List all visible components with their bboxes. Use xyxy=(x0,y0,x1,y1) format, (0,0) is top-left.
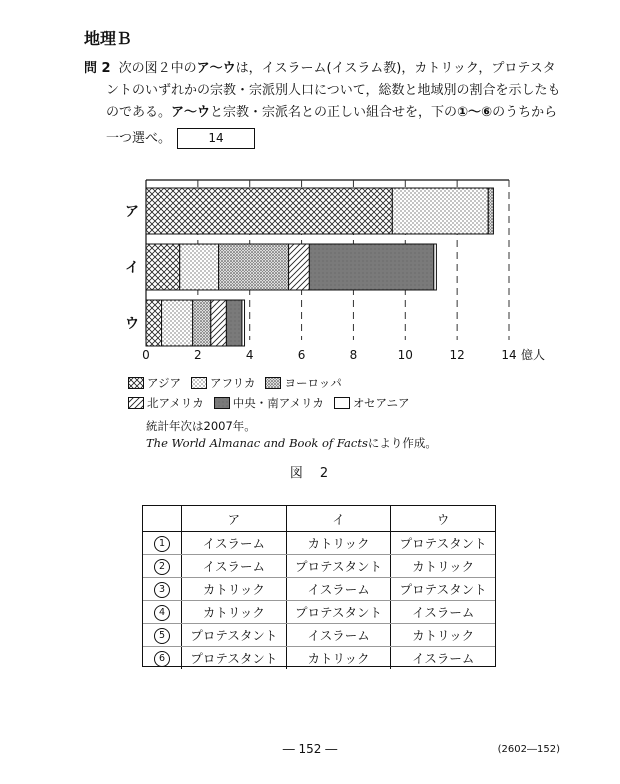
table-row xyxy=(143,578,495,601)
answer-table xyxy=(142,505,496,667)
category-label-1: イ xyxy=(125,260,139,276)
table-row xyxy=(143,555,495,578)
question-line-1: 問 2 次の図２中のア～ウは，イスラーム(イスラム教)，カトリック，プロテスタ xyxy=(84,61,556,76)
table-cell: プロテスタント xyxy=(391,532,495,555)
table-cell: イスラーム xyxy=(182,532,287,555)
x-tick-label-14: 14 xyxy=(501,348,517,362)
table-cell: イスラーム xyxy=(182,555,287,578)
table-cell: イスラーム xyxy=(286,578,391,601)
note-source: The World Almanac and Book of Factsにより作成。 xyxy=(146,436,437,450)
table-cell: イスラーム xyxy=(391,601,495,624)
bar-2-series-2 xyxy=(193,300,211,346)
bar-0-series-1 xyxy=(392,188,488,234)
legend-swatch-asia xyxy=(128,377,144,389)
table-cell: イスラーム xyxy=(391,647,495,670)
page-code: (2602―152) xyxy=(497,744,560,755)
legend-swatch-africa xyxy=(191,377,207,389)
table-cell-choice xyxy=(143,555,182,578)
x-axis-unit: 億人 xyxy=(521,348,546,362)
chart-x-tick-labels xyxy=(142,347,545,362)
legend-item-africa: アフリカ xyxy=(191,375,255,391)
x-tick-label-6: 6 xyxy=(297,348,306,362)
table-cell: プロテスタント xyxy=(391,578,495,601)
table-cell-choice xyxy=(143,578,182,601)
choice-number: 4 xyxy=(154,605,170,621)
bar-2-series-0 xyxy=(146,300,162,346)
bar-0-series-0 xyxy=(146,188,392,234)
table-cell: カトリック xyxy=(391,624,495,647)
choice-number: 2 xyxy=(154,559,170,575)
table-cell-choice xyxy=(143,647,182,670)
page-number: ― 152 ― xyxy=(282,742,338,756)
table-row xyxy=(143,532,495,555)
table-row xyxy=(143,601,495,624)
choice-number: 1 xyxy=(154,536,170,552)
x-tick-label-10: 10 xyxy=(397,348,413,362)
question-line-4: 一つ選べ。 14 xyxy=(106,128,255,149)
question-line-2: ントのいずれかの宗教・宗派別人口について，総数と地域別の割合を示したも xyxy=(106,83,561,98)
bar-1-series-1 xyxy=(180,244,219,290)
bar-2-series-3 xyxy=(211,300,227,346)
choice-number: 3 xyxy=(154,582,170,598)
note-year: 統計年次は2007年。 xyxy=(146,419,256,433)
table-cell: カトリック xyxy=(182,601,287,624)
bar-2-series-5 xyxy=(242,300,245,346)
table-header-a: ア xyxy=(182,506,287,532)
table-cell: カトリック xyxy=(286,647,391,670)
bar-1-series-5 xyxy=(434,244,437,290)
table-header-blank xyxy=(143,506,182,532)
x-tick-label-2: 2 xyxy=(194,348,202,362)
answer-table-grid xyxy=(143,506,495,669)
chart-category-labels xyxy=(125,204,139,332)
legend-swatch-north-america xyxy=(128,397,144,409)
legend-swatch-europe xyxy=(265,377,281,389)
question-number: 問 2 xyxy=(84,61,111,76)
category-label-2: ウ xyxy=(125,316,139,332)
bar-chart xyxy=(110,176,570,372)
category-label-0: ア xyxy=(125,204,139,220)
table-row xyxy=(143,624,495,647)
table-cell: カトリック xyxy=(182,578,287,601)
table-cell: プロテスタント xyxy=(286,601,391,624)
legend-item-latin-america: 中央・南アメリカ xyxy=(214,395,324,411)
bar-1-series-2 xyxy=(219,244,289,290)
figure-caption: 図 2 xyxy=(289,466,331,481)
table-row xyxy=(143,647,495,670)
legend-item-asia: アジア xyxy=(128,375,181,391)
table-cell-choice xyxy=(143,624,182,647)
legend-item-oceania: オセアニア xyxy=(334,395,410,411)
x-tick-label-0: 0 xyxy=(142,348,150,362)
table-cell: プロテスタント xyxy=(182,647,287,670)
x-tick-label-12: 12 xyxy=(449,348,465,362)
bar-1-series-4 xyxy=(309,244,433,290)
choice-number: 6 xyxy=(154,651,170,667)
table-cell: プロテスタント xyxy=(286,555,391,578)
table-cell: カトリック xyxy=(286,532,391,555)
table-header-row xyxy=(143,506,495,532)
table-cell-choice xyxy=(143,532,182,555)
question-line-3: のである。ア～ウと宗教・宗派名との正しい組合せを，下の①～⑥のうちから xyxy=(106,105,558,120)
x-tick-label-4: 4 xyxy=(245,348,254,362)
table-cell-choice xyxy=(143,601,182,624)
table-header-i: イ xyxy=(286,506,391,532)
legend-item-north-america: 北アメリカ xyxy=(128,395,204,411)
legend-item-europe: ヨーロッパ xyxy=(265,375,341,391)
bar-1-series-0 xyxy=(146,244,180,290)
chart-bars xyxy=(146,188,493,346)
x-tick-label-8: 8 xyxy=(349,348,358,362)
bar-0-series-2 xyxy=(488,188,493,234)
choice-number: 5 xyxy=(154,628,170,644)
bar-2-series-1 xyxy=(162,300,193,346)
legend-row-2 xyxy=(128,395,410,411)
legend-row-1 xyxy=(128,375,342,391)
answer-box: 14 xyxy=(177,128,255,149)
bar-2-series-4 xyxy=(226,300,242,346)
legend-swatch-latin-america xyxy=(214,397,230,409)
subject-title: 地理Ｂ xyxy=(84,29,133,48)
legend-swatch-oceania xyxy=(334,397,350,409)
table-cell: プロテスタント xyxy=(182,624,287,647)
bar-1-series-3 xyxy=(289,244,310,290)
table-cell: イスラーム xyxy=(286,624,391,647)
table-cell: カトリック xyxy=(391,555,495,578)
table-header-u: ウ xyxy=(391,506,495,532)
